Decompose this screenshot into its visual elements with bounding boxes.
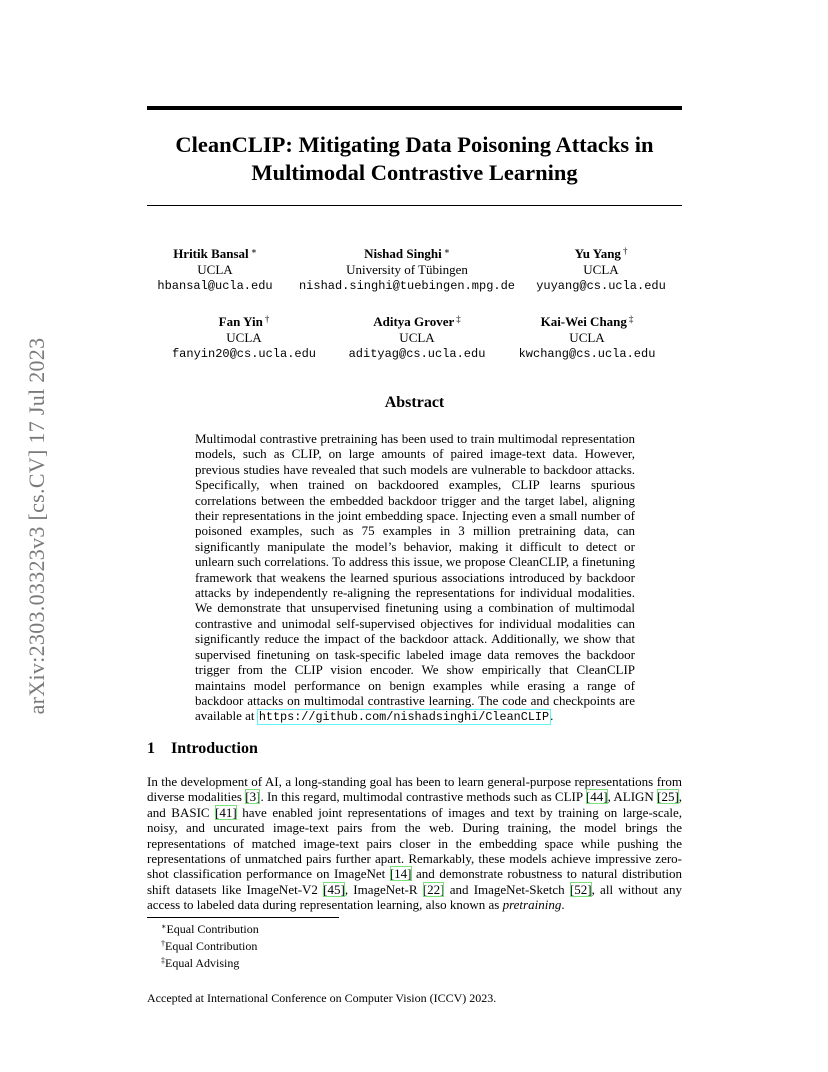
abstract-text: Multimodal contrastive pretraining has been used to train multimodal representation models, such as CLIP, on large amounts of paired image-text data. However, previous studies have revealed that such models are vulnerable to backdoor attacks. Specifically, when trained on backdoored examples, CLIP learns spurious correlations between the embedded backdoor trigger and the target label, aligning their representations in the joint embedding space. Injecting even a small number of poisoned examples, such as 75 examples in 3 million pretraining data, can significantly manipulate the model’s behavior, making it difficult to detect or unlearn such correlations. To address this issue, we propose CleanCLIP, a finetuning framework that weakens the learned spurious associations introduced by backdoor attacks by independently re-aligning the representations for individual modalities. We demonstrate that unsupervised finetuning using a combination of multimodal contrastive and unimodal self-supervised objectives for individual modalities can significantly reduce the impact of the backdoor attack. Additionally, we show that supervised finetuning on task-specific labeled image data removes the backdoor trigger from the CLIP vision encoder. We show empirically that CleanCLIP maintains model performance on benign examples while erasing a range of backdoor attacks on multimodal contrastive learning. The code and checkpoints are available at [195, 431, 635, 724]
author-block [519, 311, 656, 362]
author-name: Nishad Singhi [364, 246, 442, 261]
intro-text: . [561, 897, 565, 913]
footnote [161, 954, 259, 971]
section-title: Introduction [171, 740, 258, 757]
author-email: kwchang@cs.ucla.edu [518, 347, 656, 361]
citation-link[interactable]: [14] [389, 866, 412, 882]
author-mark: † [264, 314, 270, 324]
author-mark: ∗ [443, 246, 450, 256]
author-affiliation: UCLA [583, 262, 619, 277]
author-block [299, 243, 515, 294]
footnote-mark: † [161, 938, 165, 948]
footnote-mark: ∗ [161, 922, 167, 931]
intro-text: In the development of AI, a long-standing goal has been to learn general-purpose representations from diverse modalities [147, 774, 682, 805]
section-heading [147, 740, 258, 758]
author-block [349, 311, 486, 362]
intro-text: , ImageNet-R [344, 881, 418, 897]
author-email: nishad.singhi@tuebingen.mpg.de [298, 279, 516, 293]
author-name: Kai-Wei Chang [540, 314, 627, 329]
footnote [161, 920, 259, 937]
citation-link[interactable]: [41] [215, 804, 237, 820]
abstract-heading: Abstract [384, 394, 445, 411]
author-email: adityag@cs.ucla.edu [348, 347, 486, 361]
citation-link[interactable]: [52] [569, 881, 592, 897]
footnotes [161, 920, 259, 970]
author-name: Fan Yin [218, 314, 263, 329]
citation-link[interactable]: [3] [245, 789, 261, 805]
abstract-body [195, 431, 635, 726]
intro-text: and demonstrate robustness to natural distribution shift datasets like ImageNet-V2 [147, 866, 683, 897]
author-name: Aditya Grover [373, 314, 455, 329]
footnote-text: Equal Advising [165, 955, 240, 970]
citation-link[interactable]: [25] [657, 789, 679, 805]
intro-text: , and BASIC [147, 789, 683, 820]
section-number: 1 [147, 740, 155, 757]
acceptance-note: Accepted at International Conference on Computer Vision (ICCV) 2023. [147, 991, 497, 1005]
citation-link[interactable]: [22] [422, 881, 445, 897]
abstract-end: . [550, 708, 554, 724]
footnote-text: Equal Contribution [166, 922, 259, 936]
arxiv-stamp: arXiv:2303.03323v3 [cs.CV] 17 Jul 2023 [24, 337, 49, 715]
paper-title: CleanCLIP: Mitigating Data Poisoning Attacks in Multimodal Contrastive Learning [175, 132, 654, 185]
intro-text: , all without any access to labeled data during representation learning, also known as [147, 881, 683, 913]
author-email: yuyang@cs.ucla.edu [536, 279, 666, 293]
footnote-mark: ‡ [161, 955, 165, 965]
intro-text: . In this regard, multimodal contrastive methods such as CLIP [260, 789, 583, 805]
arxiv-sidebar [22, 296, 52, 756]
title-top-rule [147, 106, 682, 110]
author-name: Yu Yang [574, 246, 621, 261]
intro-text: , ALIGN [607, 789, 654, 805]
intro-paragraph [147, 774, 682, 913]
author-email: fanyin20@cs.ucla.edu [171, 347, 317, 361]
author-email: hbansal@ucla.edu [157, 279, 273, 293]
footnote-rule [147, 917, 339, 918]
author-mark: ∗ [250, 246, 257, 256]
intro-emphasis: pretraining [502, 897, 562, 913]
author-block [536, 243, 666, 294]
author-block [172, 311, 316, 362]
intro-text: have enabled joint representations of images and text by training on large-scale, noisy, and uncurated image-text pairs from the web. During training, the model brings the representations of matched image-text pairs closer in the embedding space while pushing the representations of unmatched pairs further apart. Remarkably, these models achieve impressive zero-shot classification performance on ImageNet [147, 804, 683, 882]
intro-text: and ImageNet-Sketch [449, 881, 565, 897]
footnote [161, 937, 259, 954]
author-affiliation: UCLA [226, 330, 262, 345]
author-affiliation: UCLA [399, 330, 435, 345]
author-block [157, 243, 272, 294]
author-mark: ‡ [628, 314, 634, 324]
code-link[interactable]: https://github.com/nishadsinghi/CleanCLIP [258, 710, 550, 725]
author-mark: ‡ [456, 314, 461, 324]
author-name: Hritik Bansal [173, 246, 249, 261]
author-mark: † [622, 246, 628, 256]
author-affiliation: UCLA [569, 330, 605, 345]
author-affiliation: UCLA [197, 262, 233, 277]
title-bottom-rule [147, 205, 682, 206]
citation-link[interactable]: [45] [323, 881, 345, 897]
citation-link[interactable]: [44] [585, 789, 608, 805]
author-affiliation: University of Tübingen [346, 262, 468, 277]
footnote-text: Equal Contribution [165, 938, 258, 953]
